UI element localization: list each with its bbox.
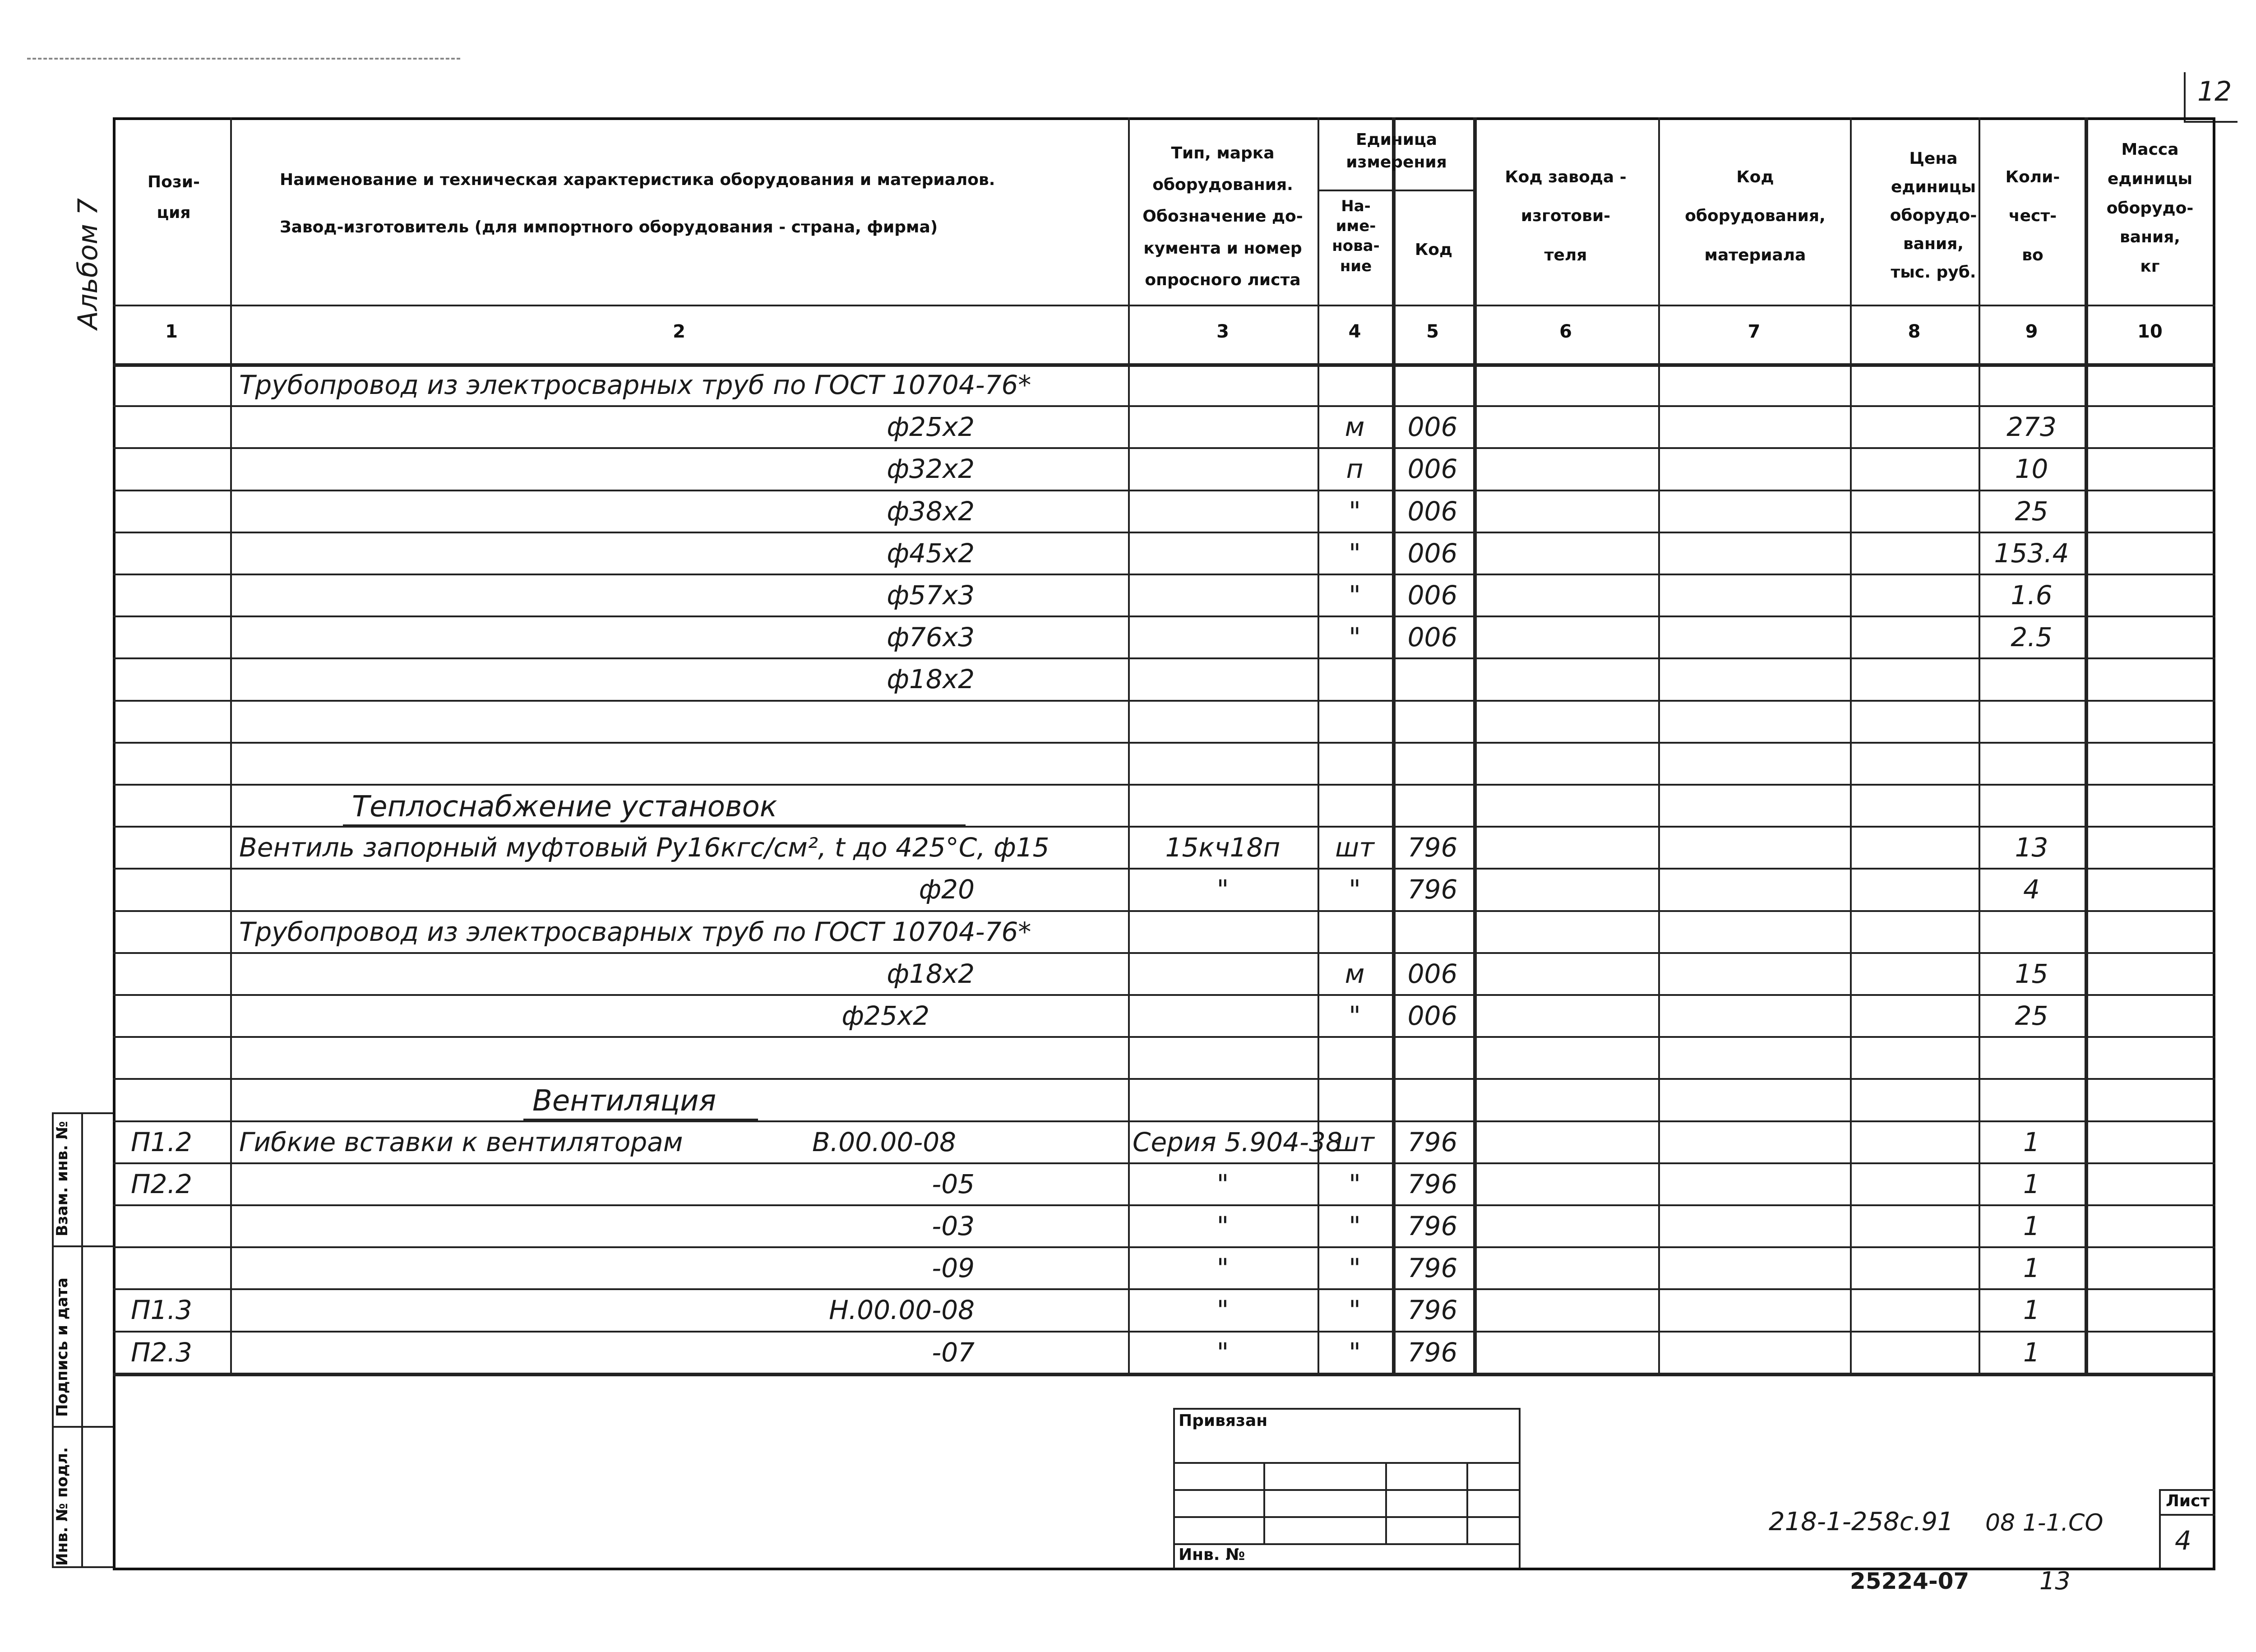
column-number-2: 2: [673, 321, 685, 342]
row-quantity: 10: [2015, 453, 2048, 485]
row-unit: ": [1349, 1295, 1361, 1326]
header-bottom-line: [113, 305, 2215, 306]
row-unit: ": [1349, 1000, 1361, 1031]
column-number-3: 3: [1216, 321, 1229, 342]
row-name: -05: [932, 1168, 975, 1199]
stamp-vline-2: [1385, 1462, 1387, 1543]
stamp-sheet-code: 08 1-1.СО: [1985, 1509, 2103, 1536]
header-col10: Масса единицы оборудо- вания, кг: [2106, 140, 2194, 276]
side-stamp-divider-v: [81, 1112, 83, 1568]
scan-mark-top: [27, 58, 460, 60]
header-col2-line2: Завод-изготовитель (для импортного оборудования - страна, фирма): [280, 218, 938, 236]
row-code: 796: [1407, 832, 1458, 863]
header-col6: Код завода - изготови- теля: [1505, 168, 1627, 264]
row-divider: [113, 1246, 2215, 1248]
row-divider: [113, 447, 2215, 449]
row-divider: [113, 910, 2215, 912]
row-name: -03: [932, 1211, 975, 1241]
row-unit: ": [1349, 495, 1361, 527]
row-name: Н.00.00-08: [829, 1295, 975, 1326]
row-name: ф25х2: [887, 412, 975, 443]
row-quantity: 1.6: [2011, 580, 2053, 611]
row-code: 796: [1407, 874, 1458, 905]
header-col8: Цена единицы оборудо- вания, тыс. руб.: [1890, 149, 1977, 282]
row-unit: м: [1345, 412, 1365, 443]
row-quantity: 1: [2023, 1253, 2040, 1284]
header-col9: Коли- чест- во: [2005, 168, 2060, 264]
row-unit: шт: [1335, 832, 1374, 863]
row-name: Трубопровод из электросварных труб по ГОСТ 10704-76*: [239, 370, 1031, 400]
row-divider: [113, 1288, 2215, 1290]
row-divider: [113, 1204, 2215, 1206]
footer-page: 13: [2039, 1567, 2071, 1595]
column-number-4: 4: [1348, 321, 1361, 342]
row-quantity: 1: [2023, 1126, 2040, 1157]
row-name: ф76х3: [887, 622, 975, 653]
stamp-line-2: [1173, 1489, 1521, 1491]
row-code: 006: [1407, 453, 1458, 485]
column-number-bottom-line: [113, 363, 2215, 367]
row-quantity: 25: [2015, 1000, 2048, 1031]
section-underline: [523, 1119, 758, 1120]
row-divider: [113, 1036, 2215, 1038]
row-divider: [113, 532, 2215, 533]
header-col1: Пози- ция: [148, 173, 200, 222]
row-name: ф25х2: [841, 1000, 929, 1031]
row-unit: шт: [1335, 1126, 1374, 1157]
row-name-designation: В.00.00-08: [812, 1126, 956, 1157]
row-divider: [113, 615, 2215, 617]
row-position: П1.2: [131, 1126, 192, 1157]
row-divider: [113, 994, 2215, 996]
row-quantity: 25: [2015, 495, 2048, 527]
row-name: ф45х2: [887, 537, 975, 569]
row-code: 796: [1407, 1337, 1458, 1368]
corner-number: 12: [2197, 76, 2232, 107]
side-stamp-inv-podl: Инв. № подл.: [53, 1447, 71, 1566]
row-type: ": [1216, 1295, 1229, 1326]
row-name: ф38х2: [887, 495, 975, 527]
row-name: Вентиляция: [532, 1084, 717, 1118]
row-name: ф32х2: [887, 453, 975, 485]
column-number-6: 6: [1559, 321, 1572, 342]
row-code: 006: [1407, 537, 1458, 569]
row-quantity: 13: [2015, 832, 2048, 863]
row-type: ": [1216, 874, 1229, 905]
row-unit: ": [1349, 580, 1361, 611]
row-name: ф18х2: [887, 958, 975, 989]
stamp-line-3: [1173, 1516, 1521, 1518]
row-code: 006: [1407, 495, 1458, 527]
row-name: Теплоснабжение установок: [352, 790, 777, 824]
row-divider: [113, 405, 2215, 407]
header-col7: Код оборудования, материала: [1685, 168, 1826, 264]
row-position: П2.3: [131, 1337, 192, 1368]
row-divider: [113, 1373, 2215, 1376]
column-number-1: 1: [165, 321, 178, 342]
stamp-vline-1: [1263, 1462, 1265, 1543]
row-quantity: 4: [2023, 874, 2040, 905]
row-quantity: 2.5: [2011, 622, 2053, 653]
row-unit: ": [1349, 1337, 1361, 1368]
stamp-line-4: [1173, 1543, 1521, 1545]
row-type: ": [1216, 1168, 1229, 1199]
header-col5: Код: [1415, 241, 1453, 259]
album-label: Альбом 7: [72, 198, 104, 329]
footer-number: 25224-07: [1850, 1568, 1969, 1594]
row-code: 796: [1407, 1126, 1458, 1157]
row-unit: ": [1349, 1253, 1361, 1284]
row-quantity: 1: [2023, 1211, 2040, 1241]
stamp-inv-label: Инв. №: [1179, 1546, 1245, 1564]
row-code: 006: [1407, 622, 1458, 653]
row-code: 796: [1407, 1295, 1458, 1326]
row-name: -09: [932, 1253, 975, 1284]
row-code: 006: [1407, 580, 1458, 611]
row-position: П2.2: [131, 1168, 192, 1199]
row-name: ф20: [919, 874, 975, 905]
column-number-9: 9: [2025, 321, 2038, 342]
row-code: 006: [1407, 1000, 1458, 1031]
list-box-divider: [2159, 1514, 2215, 1516]
side-stamp-podpis: Подпись и дата: [53, 1277, 71, 1417]
row-type: 15кч18п: [1165, 832, 1281, 863]
column-number-5: 5: [1426, 321, 1439, 342]
row-type: Серия 5.904-38: [1133, 1126, 1342, 1157]
row-code: 796: [1407, 1211, 1458, 1241]
row-unit: ": [1349, 622, 1361, 653]
row-code: 796: [1407, 1168, 1458, 1199]
column-number-7: 7: [1747, 321, 1761, 342]
row-type: ": [1216, 1211, 1229, 1241]
row-name: Вентиль запорный муфтовый Ру16кгс/см², t до 425°С, ф15: [239, 832, 1049, 863]
row-quantity: 1: [2023, 1337, 2040, 1368]
row-unit: ": [1349, 1168, 1361, 1199]
row-divider: [113, 1162, 2215, 1164]
row-divider: [113, 1331, 2215, 1333]
header-units-group: Единица измерения: [1346, 130, 1447, 172]
row-divider: [113, 657, 2215, 659]
header-col4: На- име- нова- ние: [1332, 197, 1380, 275]
row-type: ": [1216, 1253, 1229, 1284]
row-divider: [113, 1078, 2215, 1080]
row-quantity: 1: [2023, 1168, 2040, 1199]
row-divider: [113, 868, 2215, 870]
row-code: 796: [1407, 1253, 1458, 1284]
list-number: 4: [2175, 1525, 2191, 1556]
row-quantity: 153.4: [1994, 537, 2069, 569]
row-name: -07: [932, 1337, 975, 1368]
row-quantity: 1: [2023, 1295, 2040, 1326]
row-position: П1.3: [131, 1295, 192, 1326]
row-quantity: 15: [2015, 958, 2048, 989]
units-group-divider: [1318, 190, 1473, 191]
stamp-vline-3: [1466, 1462, 1468, 1543]
row-name: Трубопровод из электросварных труб по ГОСТ 10704-76*: [239, 916, 1031, 947]
row-code: 006: [1407, 958, 1458, 989]
row-divider: [113, 574, 2215, 575]
row-unit: ": [1349, 1211, 1361, 1241]
row-divider: [113, 490, 2215, 491]
stamp-doc-code: 218-1-258с.91: [1769, 1507, 1954, 1536]
row-unit: ": [1349, 874, 1361, 905]
side-stamp-vzam-inv: Взам. инв. №: [53, 1121, 71, 1236]
row-name: ф57х3: [887, 580, 975, 611]
row-type: ": [1216, 1337, 1229, 1368]
row-divider: [113, 742, 2215, 744]
stamp-line-1: [1173, 1462, 1521, 1464]
row-name: ф18х2: [887, 664, 975, 695]
row-divider: [113, 1120, 2215, 1122]
header-col3: Тип, марка оборудования. Обозначение до- кумента и номер опросного листа: [1142, 144, 1303, 289]
row-divider: [113, 700, 2215, 702]
row-divider: [113, 784, 2215, 786]
section-underline: [343, 824, 966, 826]
row-name: Гибкие вставки к вентиляторам: [239, 1126, 683, 1157]
row-unit: п: [1346, 453, 1364, 485]
row-quantity: 273: [2006, 412, 2057, 443]
row-unit: м: [1345, 958, 1365, 989]
stamp-privyazan-label: Привязан: [1179, 1411, 1268, 1430]
row-unit: ": [1349, 537, 1361, 569]
row-divider: [113, 952, 2215, 954]
column-number-8: 8: [1908, 321, 1921, 342]
list-label: Лист: [2166, 1492, 2210, 1510]
row-code: 006: [1407, 412, 1458, 443]
column-number-10: 10: [2137, 321, 2163, 342]
header-col2-line1: Наименование и техническая характеристика оборудования и материалов.: [280, 171, 995, 189]
